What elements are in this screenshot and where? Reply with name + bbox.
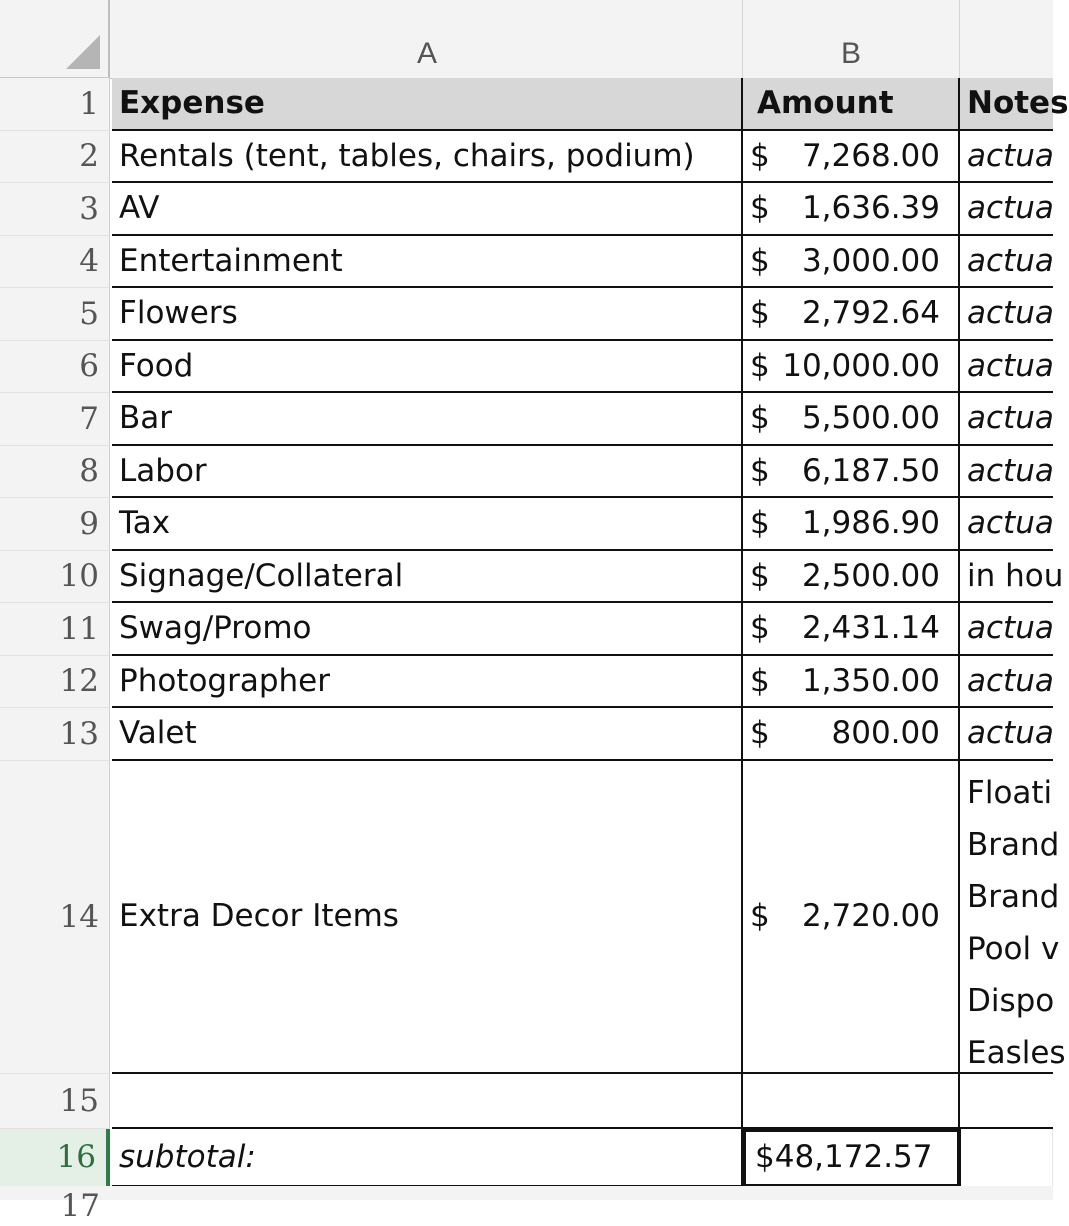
empty-cell[interactable]	[960, 1129, 1053, 1187]
amount-cell[interactable]	[743, 393, 960, 446]
amount-cell[interactable]	[743, 131, 960, 184]
currency-symbol: $	[750, 610, 770, 647]
currency-symbol: $	[750, 400, 770, 437]
expense-cell[interactable]: Extra Decor Items	[112, 761, 743, 1074]
amount-cell[interactable]	[743, 761, 960, 1074]
row-number-12[interactable]: 12	[0, 656, 110, 709]
currency-symbol: $	[750, 505, 770, 542]
empty-cell[interactable]	[960, 1074, 1053, 1129]
expense-cell[interactable]: AV	[112, 183, 743, 236]
row-number-6[interactable]: 6	[0, 341, 110, 394]
amount-cell[interactable]	[743, 341, 960, 394]
amount-cell[interactable]	[743, 551, 960, 604]
currency-symbol: $	[750, 452, 770, 489]
header-notes[interactable]: Notes	[960, 78, 1053, 131]
row-number-15[interactable]: 15	[0, 1074, 110, 1129]
empty-cell[interactable]	[743, 1074, 960, 1129]
amount-value: 1,636.39	[801, 190, 940, 227]
row-number-1[interactable]: 1	[0, 78, 110, 131]
amount-value: 5,500.00	[801, 400, 940, 437]
expense-cell[interactable]: Bar	[112, 393, 743, 446]
expense-cell[interactable]: Swag/Promo	[112, 603, 743, 656]
column-header-a[interactable]: A	[112, 0, 743, 78]
currency-symbol: $	[750, 662, 770, 699]
row-number-11[interactable]: 11	[0, 603, 110, 656]
row-number-16[interactable]: 16	[0, 1129, 110, 1187]
amount-cell[interactable]	[743, 498, 960, 551]
row-number-17[interactable]: 17	[60, 1188, 100, 1224]
currency-symbol: $	[750, 347, 770, 384]
note-line: Pool v	[967, 930, 1060, 967]
expense-cell[interactable]: Labor	[112, 446, 743, 499]
note-line: Easles	[967, 1034, 1066, 1071]
currency-symbol: $	[750, 295, 770, 332]
amount-cell[interactable]	[743, 656, 960, 709]
empty-cell[interactable]	[112, 1074, 743, 1129]
amount-value: 2,500.00	[801, 557, 940, 594]
amount-value: 6,187.50	[801, 452, 940, 489]
select-all-icon	[66, 35, 100, 69]
notes-cell[interactable]: actua	[960, 498, 1053, 551]
notes-cell[interactable]: actua	[960, 603, 1053, 656]
note-line: Dispo	[967, 982, 1055, 1019]
amount-value: 2,792.64	[801, 295, 940, 332]
notes-cell[interactable]: in hou	[960, 551, 1053, 604]
amount-cell[interactable]	[743, 236, 960, 289]
row-number-10[interactable]: 10	[0, 551, 110, 604]
amount-cell[interactable]	[743, 288, 960, 341]
expense-cell[interactable]: Flowers	[112, 288, 743, 341]
column-header-b[interactable]: B	[743, 0, 960, 78]
amount-cell[interactable]	[743, 183, 960, 236]
header-amount[interactable]: Amount	[743, 78, 960, 131]
select-all-corner[interactable]	[0, 0, 110, 78]
amount-value: 1,986.90	[801, 505, 940, 542]
notes-cell[interactable]: actua	[960, 288, 1053, 341]
expense-cell[interactable]: Tax	[112, 498, 743, 551]
row-number-9[interactable]: 9	[0, 498, 110, 551]
amount-value: 1,350.00	[801, 662, 940, 699]
note-line: Brand	[967, 826, 1060, 863]
row-number-4[interactable]: 4	[0, 236, 110, 289]
amount-cell[interactable]	[743, 446, 960, 499]
expense-cell[interactable]: Food	[112, 341, 743, 394]
row-number-7[interactable]: 7	[0, 393, 110, 446]
currency-symbol: $	[750, 137, 770, 174]
notes-cell[interactable]: actua	[960, 393, 1053, 446]
notes-cell[interactable]: actua	[960, 131, 1053, 184]
amount-value: 3,000.00	[801, 242, 940, 279]
row-number-13[interactable]: 13	[0, 708, 110, 761]
currency-symbol: $	[750, 898, 770, 934]
notes-cell-multiline[interactable]	[960, 761, 1066, 1074]
currency-symbol: $	[750, 715, 770, 752]
row-number-8[interactable]: 8	[0, 446, 110, 499]
row-number-5[interactable]: 5	[0, 288, 110, 341]
note-line: Floati	[967, 774, 1053, 811]
subtotal-amount-cell[interactable]: $48,172.57	[743, 1129, 960, 1187]
row-number-3[interactable]: 3	[0, 183, 110, 236]
currency-symbol: $	[750, 557, 770, 594]
amount-value: 7,268.00	[801, 137, 940, 174]
expense-cell[interactable]: Entertainment	[112, 236, 743, 289]
amount-value: 800.00	[831, 715, 940, 752]
amount-value: 2,720.00	[801, 898, 940, 934]
notes-cell[interactable]: actua	[960, 341, 1053, 394]
row-number-2[interactable]: 2	[0, 131, 110, 184]
notes-cell[interactable]: actua	[960, 236, 1053, 289]
notes-cell[interactable]: actua	[960, 446, 1053, 499]
notes-cell[interactable]: actua	[960, 656, 1053, 709]
currency-symbol: $	[750, 190, 770, 227]
notes-cell[interactable]: actua	[960, 183, 1053, 236]
currency-symbol: $	[750, 242, 770, 279]
expense-cell[interactable]: Signage/Collateral	[112, 551, 743, 604]
amount-cell[interactable]	[743, 603, 960, 656]
expense-cell[interactable]: Valet	[112, 708, 743, 761]
column-header-c[interactable]	[960, 0, 1053, 78]
notes-cell[interactable]: actua	[960, 708, 1053, 761]
subtotal-label[interactable]: subtotal:	[112, 1129, 743, 1187]
amount-value: 2,431.14	[801, 610, 940, 647]
amount-cell[interactable]	[743, 708, 960, 761]
amount-value: 10,000.00	[782, 347, 940, 384]
row-number-14[interactable]: 14	[0, 761, 110, 1074]
note-line: Brand	[967, 878, 1060, 915]
expense-cell[interactable]: Rentals (tent, tables, chairs, podium)	[112, 131, 743, 184]
expense-cell[interactable]: Photographer	[112, 656, 743, 709]
header-expense[interactable]: Expense	[112, 78, 743, 131]
